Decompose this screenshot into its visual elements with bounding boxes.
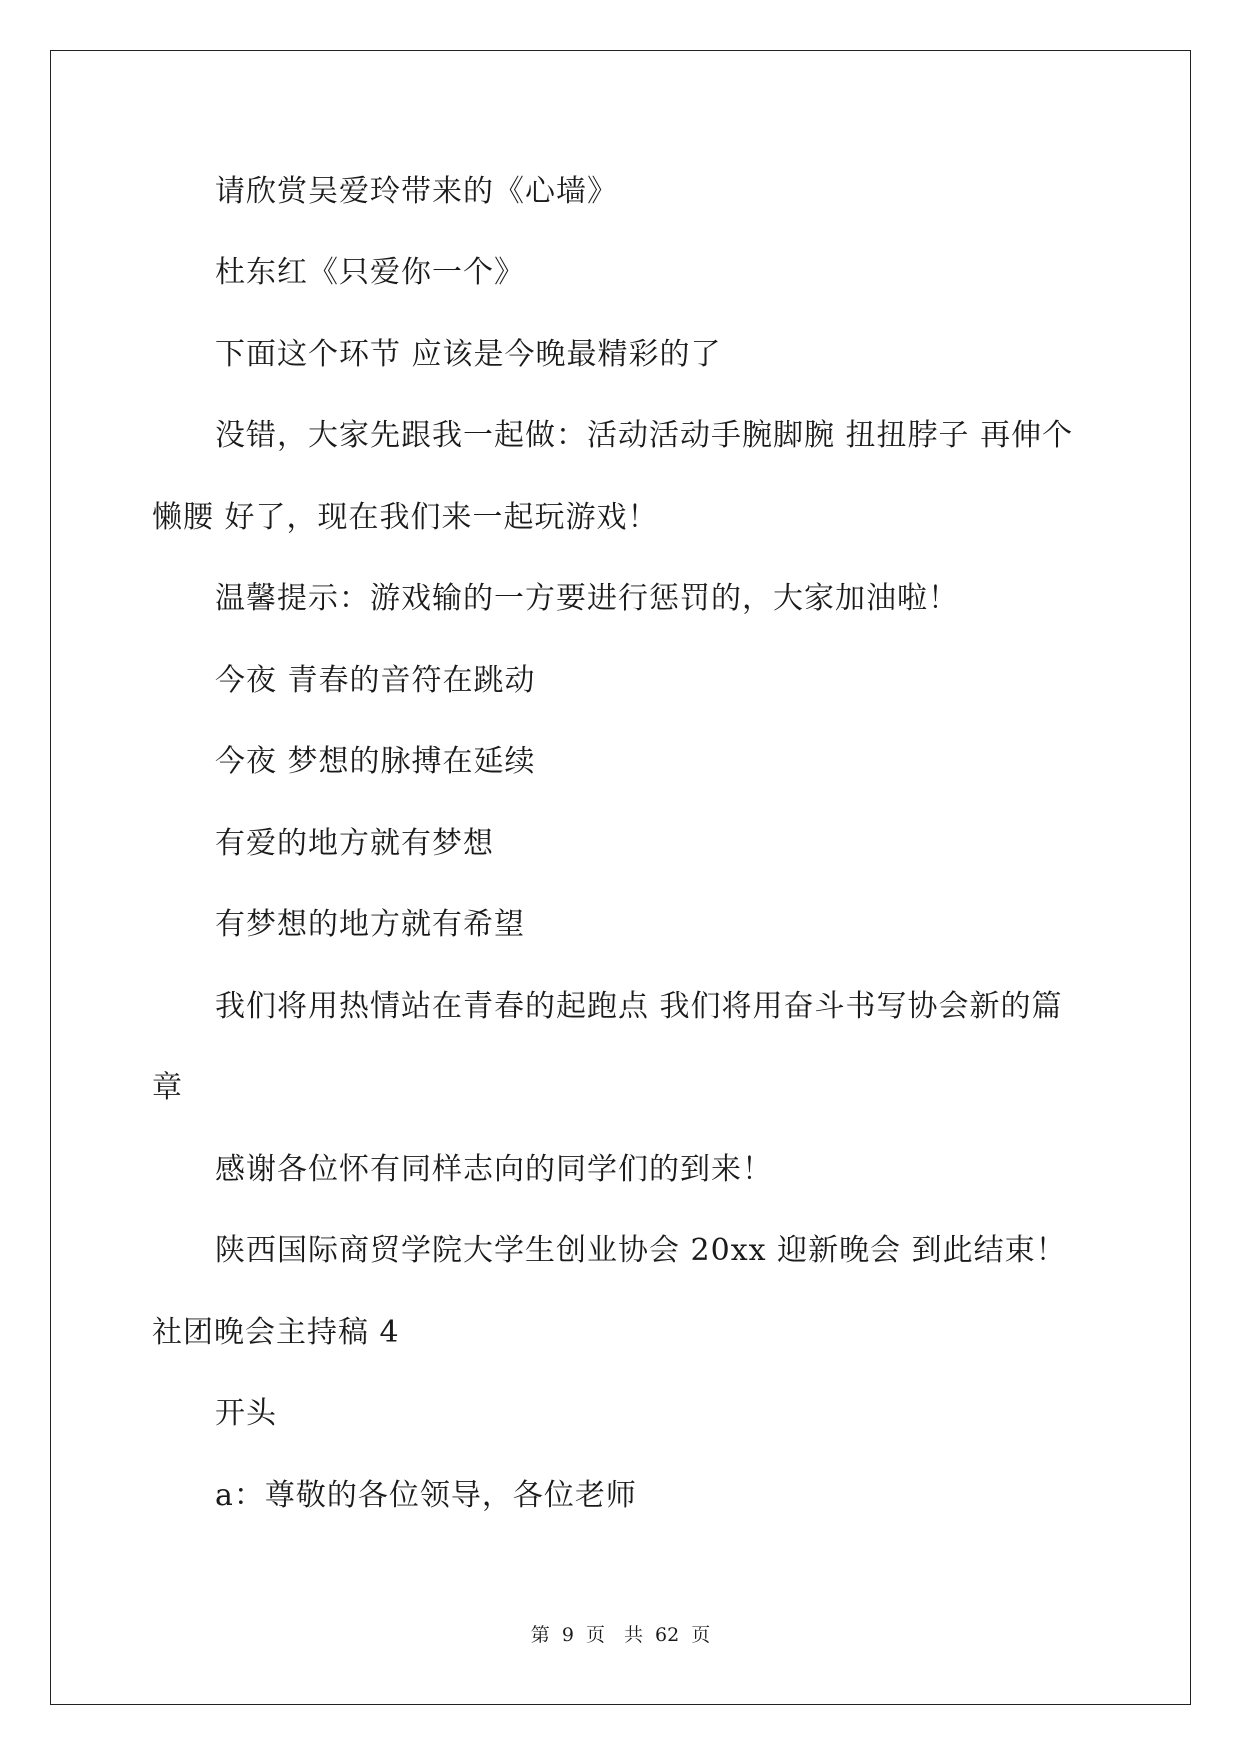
text-line: 有爱的地方就有梦想 bbox=[215, 826, 494, 861]
text-line: 今夜 青春的音符在跳动 bbox=[215, 663, 536, 698]
text-line: 有梦想的地方就有希望 bbox=[215, 907, 525, 942]
text-line: a：尊敬的各位领导，各位老师 bbox=[215, 1478, 637, 1513]
text-line: 请欣赏吴爱玲带来的《心墙》 bbox=[215, 174, 618, 209]
text-line: 杜东红《只爱你一个》 bbox=[215, 255, 525, 290]
section-heading: 社团晚会主持稿 4 bbox=[152, 1315, 400, 1350]
text-line: 没错，大家先跟我一起做：活动活动手腕脚腕 扭扭脖子 再伸个 bbox=[215, 418, 1074, 453]
text-line: 陕西国际商贸学院大学生创业协会 20xx 迎新晚会 到此结束！ bbox=[215, 1233, 1067, 1268]
text-line: 今夜 梦想的脉搏在延续 bbox=[215, 744, 536, 779]
text-line: 开头 bbox=[215, 1396, 277, 1431]
text-line: 懒腰 好了，现在我们来一起玩游戏！ bbox=[152, 500, 659, 535]
page-border bbox=[50, 50, 1191, 1705]
text-line: 感谢各位怀有同样志向的同学们的到来！ bbox=[215, 1152, 773, 1187]
text-line: 我们将用热情站在青春的起跑点 我们将用奋斗书写协会新的篇 bbox=[215, 989, 1063, 1024]
text-line: 温馨提示：游戏输的一方要进行惩罚的，大家加油啦！ bbox=[215, 581, 959, 616]
page-number-footer: 第 9 页 共 62 页 bbox=[530, 1624, 711, 1646]
text-line: 章 bbox=[152, 1070, 183, 1105]
text-line: 下面这个环节 应该是今晚最精彩的了 bbox=[215, 337, 722, 372]
